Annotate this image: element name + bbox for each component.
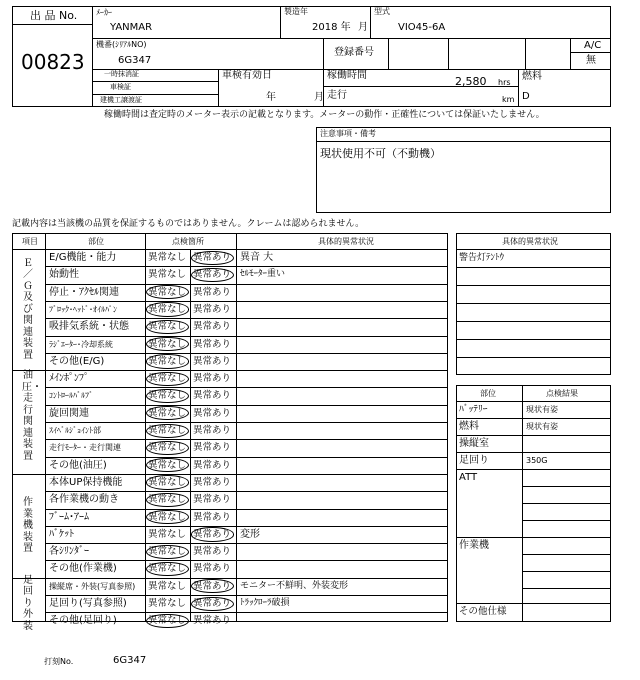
detail-text: 異音 大: [240, 252, 274, 263]
normal-option: 異常なし: [148, 286, 187, 298]
abnormal-option: 異常あり: [193, 494, 232, 506]
divider: [456, 249, 611, 250]
hours-label: 稼働時間: [327, 70, 367, 81]
divider: [92, 38, 611, 39]
selection-circle: [191, 597, 234, 611]
detail-text: ﾄﾗｯｸﾛｰﾗ破損: [240, 598, 290, 608]
divider: [236, 233, 237, 622]
divider: [448, 38, 449, 69]
part-label: その他(油圧): [49, 459, 107, 471]
abnormal-option: 異常あり: [193, 373, 232, 385]
side-result-part: 足回り: [459, 455, 489, 466]
selection-circle: [146, 475, 189, 489]
divider: [525, 38, 526, 69]
divider: [45, 509, 448, 510]
side-result-result-header: 点検結果: [546, 389, 578, 398]
divider: [45, 439, 448, 440]
abnormal-option: 異常あり: [193, 563, 232, 575]
side-result-value: 現状有姿: [526, 422, 558, 431]
divider: [522, 503, 611, 504]
part-label: 本体UP保持機能: [49, 476, 123, 488]
normal-option: 異常なし: [148, 269, 187, 281]
part-label: ﾌﾞｰﾑ･ｱｰﾑ: [49, 511, 89, 523]
group-label: 作業機装置: [23, 497, 33, 555]
divider: [12, 249, 448, 250]
normal-option: 異常なし: [148, 459, 187, 471]
part-label: 各ｼﾘﾝﾀﾞｰ: [49, 546, 89, 558]
abnormal-option: 異常あり: [193, 321, 232, 333]
part-label: 吸排気系統・状態: [49, 321, 129, 333]
divider: [45, 266, 448, 267]
normal-option: 異常なし: [148, 476, 187, 488]
selection-circle: [191, 251, 234, 265]
abnormal-option: 異常あり: [193, 390, 232, 402]
normal-option: 異常なし: [148, 373, 187, 385]
fuel-label: 燃料: [522, 71, 542, 82]
normal-option: 異常なし: [148, 615, 187, 627]
abnormal-option: 異常あり: [193, 355, 232, 367]
ac-label: A/C: [584, 40, 602, 51]
divider: [45, 387, 448, 388]
inspection-year-unit: 年: [266, 92, 276, 103]
part-label: ｽｲﾍﾞﾙｼﾞｮｲﾝﾄ部: [49, 426, 101, 435]
remarks-text: 現状使用不可（不動機）: [320, 147, 441, 160]
abnormal-option: 異常あり: [193, 269, 232, 281]
selection-circle: [146, 302, 189, 316]
divider: [456, 469, 611, 470]
stamp-no-label: 打刻No.: [44, 657, 74, 666]
selection-circle: [191, 527, 234, 541]
normal-option: 異常なし: [148, 390, 187, 402]
divider: [45, 491, 448, 492]
divider: [92, 94, 218, 95]
abnormal-option: 異常あり: [193, 598, 232, 609]
side-result-part: ﾊﾞｯﾃﾘｰ: [459, 404, 488, 415]
detail-text: ｾﾙﾓｰﾀｰ重い: [240, 269, 286, 280]
part-label: 始動性: [49, 269, 79, 281]
part-label: ﾊﾞｹｯﾄ: [49, 528, 74, 540]
part-label: E/G機能・能力: [49, 252, 117, 263]
part-label: 各作業機の動き: [49, 494, 119, 506]
serial-label: 機番(ｼﾘｱﾙNO): [96, 40, 147, 49]
side-result-part: 操縦室: [459, 438, 489, 449]
abnormal-option: 異常あり: [193, 407, 232, 419]
abnormal-option: 異常あり: [193, 546, 232, 558]
part-label: その他(作業機): [49, 563, 117, 575]
side-result-part: ATT: [459, 472, 478, 483]
divider: [522, 554, 611, 555]
stamp-no-value: 6G347: [113, 655, 147, 666]
divider: [45, 543, 448, 544]
normal-option: 異常なし: [148, 303, 187, 315]
fuel-value: D: [522, 91, 530, 102]
part-label: ﾒｲﾝﾎﾟﾝﾌﾟ: [49, 373, 89, 385]
abnormal-option: 異常あり: [193, 580, 232, 592]
abnormal-option: 異常あり: [193, 252, 232, 263]
year-label: 製造年: [284, 7, 308, 16]
part-label: 停止・ｱｸｾﾙ関連: [49, 286, 119, 298]
normal-option: 異常なし: [148, 407, 187, 419]
divider: [12, 578, 448, 579]
selection-circle: [191, 268, 234, 282]
divider: [92, 81, 218, 82]
divider: [190, 249, 191, 622]
group-label: 油圧・走行関連装置: [22, 370, 42, 462]
divider: [323, 86, 518, 87]
divider: [522, 520, 611, 521]
abnormal-option: 異常あり: [193, 528, 232, 540]
divider: [456, 321, 611, 322]
part-label: ｺﾝﾄﾛｰﾙﾊﾞﾙﾌﾞ: [49, 391, 93, 401]
part-label: ﾌﾞﾛｯｸ･ﾍｯﾄﾞ･ｵｲﾙﾊﾟﾝ: [49, 304, 117, 314]
abnormal-option: 異常あり: [193, 286, 232, 298]
divider: [45, 405, 448, 406]
divider: [456, 603, 611, 604]
normal-option: 異常なし: [148, 338, 187, 350]
divider: [388, 38, 389, 69]
divider: [456, 267, 611, 268]
selection-circle: [146, 354, 189, 368]
side-result-value: 現状有姿: [526, 405, 558, 414]
divider: [45, 284, 448, 285]
normal-option: 異常なし: [148, 425, 187, 436]
divider: [456, 435, 611, 436]
divider: [456, 357, 611, 358]
selection-circle: [146, 389, 189, 403]
divider: [518, 69, 519, 107]
col-check-header: 点検箇所: [172, 237, 204, 246]
divider: [522, 588, 611, 589]
divider: [456, 339, 611, 340]
item-no-label: 出 品 No.: [30, 9, 78, 22]
normal-option: 異常なし: [148, 321, 187, 333]
divider: [12, 370, 448, 371]
part-label: 操縦席・外装(写真参照): [49, 581, 136, 591]
divider: [45, 595, 448, 596]
group-label: Ｅ／Ｇ及び関連装置: [23, 257, 33, 361]
side-detail-header: 具体的異常状況: [502, 237, 558, 246]
abnormal-option: 異常あり: [193, 303, 232, 315]
divider: [45, 422, 448, 423]
maker-value: YANMAR: [110, 22, 153, 33]
col-item-header: 項目: [22, 237, 38, 246]
divider: [12, 474, 448, 475]
divider: [456, 452, 611, 453]
abnormal-option: 異常あり: [193, 459, 232, 471]
inspection-valid-label: 車検有効日: [222, 70, 272, 81]
divider: [522, 486, 611, 487]
side-result-value: 350G: [526, 456, 548, 465]
divider: [218, 69, 219, 107]
divider: [92, 6, 93, 107]
model-value: VIO45-6A: [398, 22, 446, 33]
col-part-header: 部位: [88, 237, 104, 246]
normal-option: 異常なし: [148, 580, 187, 592]
km-unit: km: [502, 95, 515, 104]
abnormal-option: 異常あり: [193, 511, 232, 523]
divider: [456, 401, 611, 402]
travel-label: 走行: [327, 90, 347, 101]
side-result-part-header: 部位: [480, 389, 496, 398]
part-label: 足回り(写真参照): [49, 598, 127, 609]
side-result-part: その他仕様: [459, 606, 507, 617]
divider: [45, 526, 448, 527]
model-label: 型式: [374, 7, 390, 16]
divider: [45, 318, 448, 319]
divider: [456, 537, 611, 538]
divider: [316, 141, 611, 142]
divider: [45, 336, 448, 337]
divider: [45, 457, 448, 458]
selection-circle: [146, 614, 189, 628]
year-value: 2018 年: [312, 22, 351, 33]
normal-option: 異常なし: [148, 598, 187, 609]
divider: [45, 560, 448, 561]
hours-value: 2,580: [455, 75, 487, 88]
col-detail-header: 具体的異常状況: [318, 237, 374, 246]
normal-option: 異常なし: [148, 511, 187, 523]
part-label: その他(E/G): [49, 355, 105, 367]
abnormal-option: 異常あり: [193, 615, 232, 627]
divider: [12, 24, 92, 25]
abnormal-option: 異常あり: [193, 338, 232, 350]
group-label: 足回り外装: [23, 574, 33, 632]
part-label: その他(足回り): [49, 615, 117, 627]
abnormal-option: 異常あり: [193, 442, 232, 454]
divider: [456, 285, 611, 286]
maker-label: ﾒｰｶｰ: [96, 8, 112, 17]
detail-text: 変形: [240, 528, 260, 540]
selection-circle: [146, 441, 189, 455]
detail-text: モニター不鮮明、外装変形: [240, 580, 349, 591]
divider: [45, 612, 448, 613]
divider: [45, 301, 448, 302]
construction-transfer-cert-label: 建機工譲渡証: [100, 96, 142, 104]
ac-value: 無: [586, 55, 596, 66]
normal-option: 異常なし: [148, 355, 187, 367]
divider: [456, 418, 611, 419]
divider: [456, 303, 611, 304]
normal-option: 異常なし: [148, 252, 187, 263]
divider: [370, 6, 371, 38]
divider: [45, 353, 448, 354]
remarks-box: [316, 127, 611, 213]
vehicle-inspection-cert-label: 車検証: [110, 83, 131, 91]
divider: [280, 6, 281, 38]
inspection-month-unit: 月: [314, 92, 324, 103]
hours-unit: hrs: [498, 78, 511, 87]
year-month-unit: 月: [358, 22, 368, 33]
quality-disclaimer: 記載内容は当該機の品質を保証するものではありません。クレームは認められません。: [12, 219, 365, 229]
side-result-part: 作業機: [459, 540, 489, 551]
normal-option: 異常なし: [148, 528, 187, 540]
divider: [570, 52, 611, 53]
normal-option: 異常なし: [148, 442, 187, 454]
divider: [522, 571, 611, 572]
serial-value: 6G347: [118, 55, 152, 66]
temp-registration-label: 一時抹消証: [104, 70, 139, 78]
abnormal-option: 異常あり: [193, 425, 232, 436]
normal-option: 異常なし: [148, 494, 187, 506]
selection-circle: [146, 562, 189, 576]
remarks-label: 注意事項・備考: [320, 129, 376, 138]
selection-circle: [146, 372, 189, 386]
divider: [570, 38, 571, 69]
meter-disclaimer: 稼働時間は査定時のメーター表示の記載となります。メーターの動作・正確性については保証いたしません。: [104, 110, 545, 120]
divider: [45, 233, 46, 622]
selection-circle: [146, 424, 189, 438]
selection-circle: [146, 493, 189, 507]
normal-option: 異常なし: [148, 546, 187, 558]
part-label: 旋回関連: [49, 407, 89, 419]
part-label: ﾗｼﾞｴｰﾀｰ･冷却系統: [49, 339, 113, 349]
selection-circle: [146, 545, 189, 559]
part-label: 走行ﾓｰﾀｰ・走行関連: [49, 443, 121, 453]
side-result-part: 燃料: [459, 421, 479, 432]
side-detail-entry: 警告灯ﾃﾝﾄｳ: [459, 253, 505, 263]
registration-label: 登録番号: [334, 47, 374, 58]
abnormal-option: 異常あり: [193, 476, 232, 488]
normal-option: 異常なし: [148, 563, 187, 575]
item-no-value: 00823: [21, 50, 85, 74]
selection-circle: [146, 320, 189, 334]
